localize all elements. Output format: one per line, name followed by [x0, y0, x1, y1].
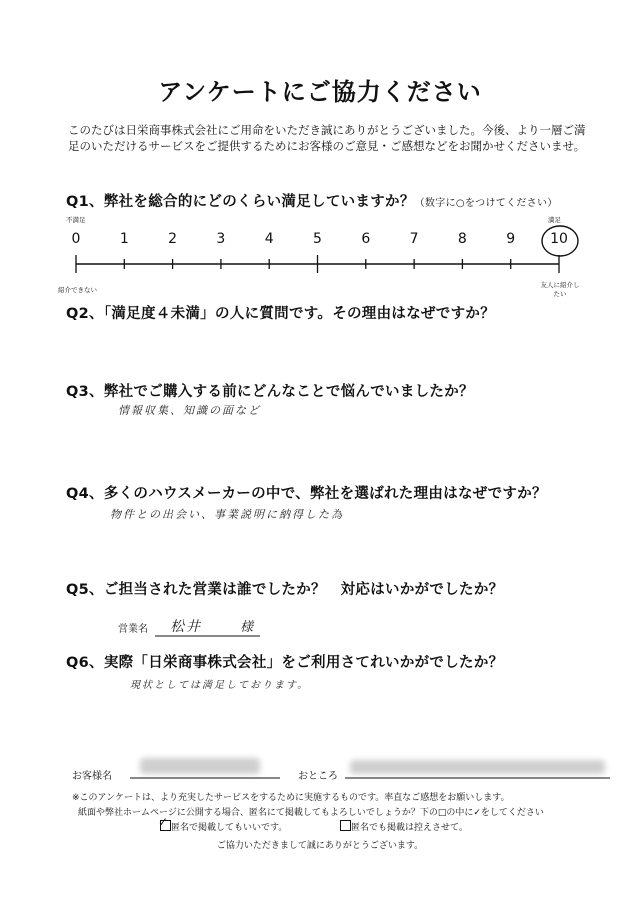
scale-left-bottom: 紹介できない [58, 286, 97, 294]
scale-number-1[interactable]: 1 [119, 231, 129, 247]
scale-number-4[interactable]: 4 [264, 231, 274, 247]
scale-number-2[interactable]: 2 [168, 231, 178, 247]
scale-number-7[interactable]: 7 [409, 231, 419, 247]
selected-circle [542, 226, 578, 256]
scale-number-8[interactable]: 8 [457, 231, 467, 247]
customer-label: お客様名 [72, 771, 112, 782]
thanks-text: ご協力いただきまして誠にありがとうございます。 [216, 841, 424, 851]
scale-number-9[interactable]: 9 [506, 231, 516, 247]
q6-label: Q6、実際「日栄商事株式会社」をご利用さてれいかがでしたか？ [66, 655, 504, 671]
customer-underline [130, 776, 285, 780]
address-underline [345, 776, 615, 780]
q5-label: Q5、ご担当された営業は誰でしたか？ 対応はいかがでしたか？ [66, 582, 504, 598]
scale-number-0[interactable]: 0 [71, 231, 81, 247]
page-title: アンケートにご協力ください [158, 78, 482, 106]
scale-number-5[interactable]: 5 [313, 231, 322, 247]
address-label: おところ [298, 771, 338, 782]
scale-right-bottom: 友人に紹介したい [540, 281, 580, 298]
checkbox-icon[interactable] [340, 820, 351, 831]
q4-answer: 物件との出会い、事業説明に納得した為 [110, 508, 344, 521]
anonymous-yes-option[interactable] [158, 815, 288, 833]
address-redacted [350, 760, 605, 774]
intro-text: このたびは日栄商事株式会社にご用命をいただき誠にありがとうございました。今後、より一層ご満足のいただけるサービスをご提供するためにお客様のご意見・ご感想などをお聞かせくださいませ。 [68, 123, 586, 153]
anonymous-no-label: 匿名でも掲載は控えさせて。 [351, 823, 468, 833]
scale-right-top: 満足 [548, 216, 561, 224]
q3-answer: 情報収集、知識の面など [118, 404, 261, 417]
sales-label: 営業名 [118, 624, 148, 635]
checkbox-checked-icon[interactable]: ✓ [160, 820, 171, 831]
footer-note-2: 紙面や弊社ホームページに公開する場合、匿名にて掲載してもよろしいでしょうか？下の□の中に✓をしてください [78, 808, 544, 818]
q4-label: Q4、多くのハウスメーカーの中で、弊社を選ばれた理由はなぜですか？ [66, 486, 547, 502]
footer-note-1: ※このアンケートは、より充実したサービスをするために実施するものです。率直なご感想をお願いします。 [72, 793, 510, 803]
q1-note: （数字に○をつけてください） [414, 198, 558, 209]
q1-text: Q1、弊社を総合的にどのくらい満足していますか？ [66, 194, 415, 210]
q3-label: Q3、弊社でご購入する前にどんなことで悩んでいましたか？ [66, 384, 474, 400]
sales-underline [155, 634, 265, 638]
customer-name-redacted [140, 758, 260, 774]
sales-suffix: 様 [240, 620, 256, 635]
scale-number-10[interactable]: 10 [550, 231, 568, 247]
q6-answer: 現状としては満足しております。 [130, 680, 310, 691]
anonymous-no-option[interactable] [340, 820, 468, 833]
scale-left-top: 不満足 [66, 216, 86, 224]
scale-number-6[interactable]: 6 [361, 231, 371, 247]
anonymous-yes-label: 匿名で掲載してもいいです。 [171, 823, 288, 833]
sales-name: 松井 [170, 619, 202, 635]
q2-label: Q2、「満足度４未満」の人に質問です。その理由はなぜですか？ [66, 306, 496, 322]
scale-number-3[interactable]: 3 [216, 231, 226, 247]
